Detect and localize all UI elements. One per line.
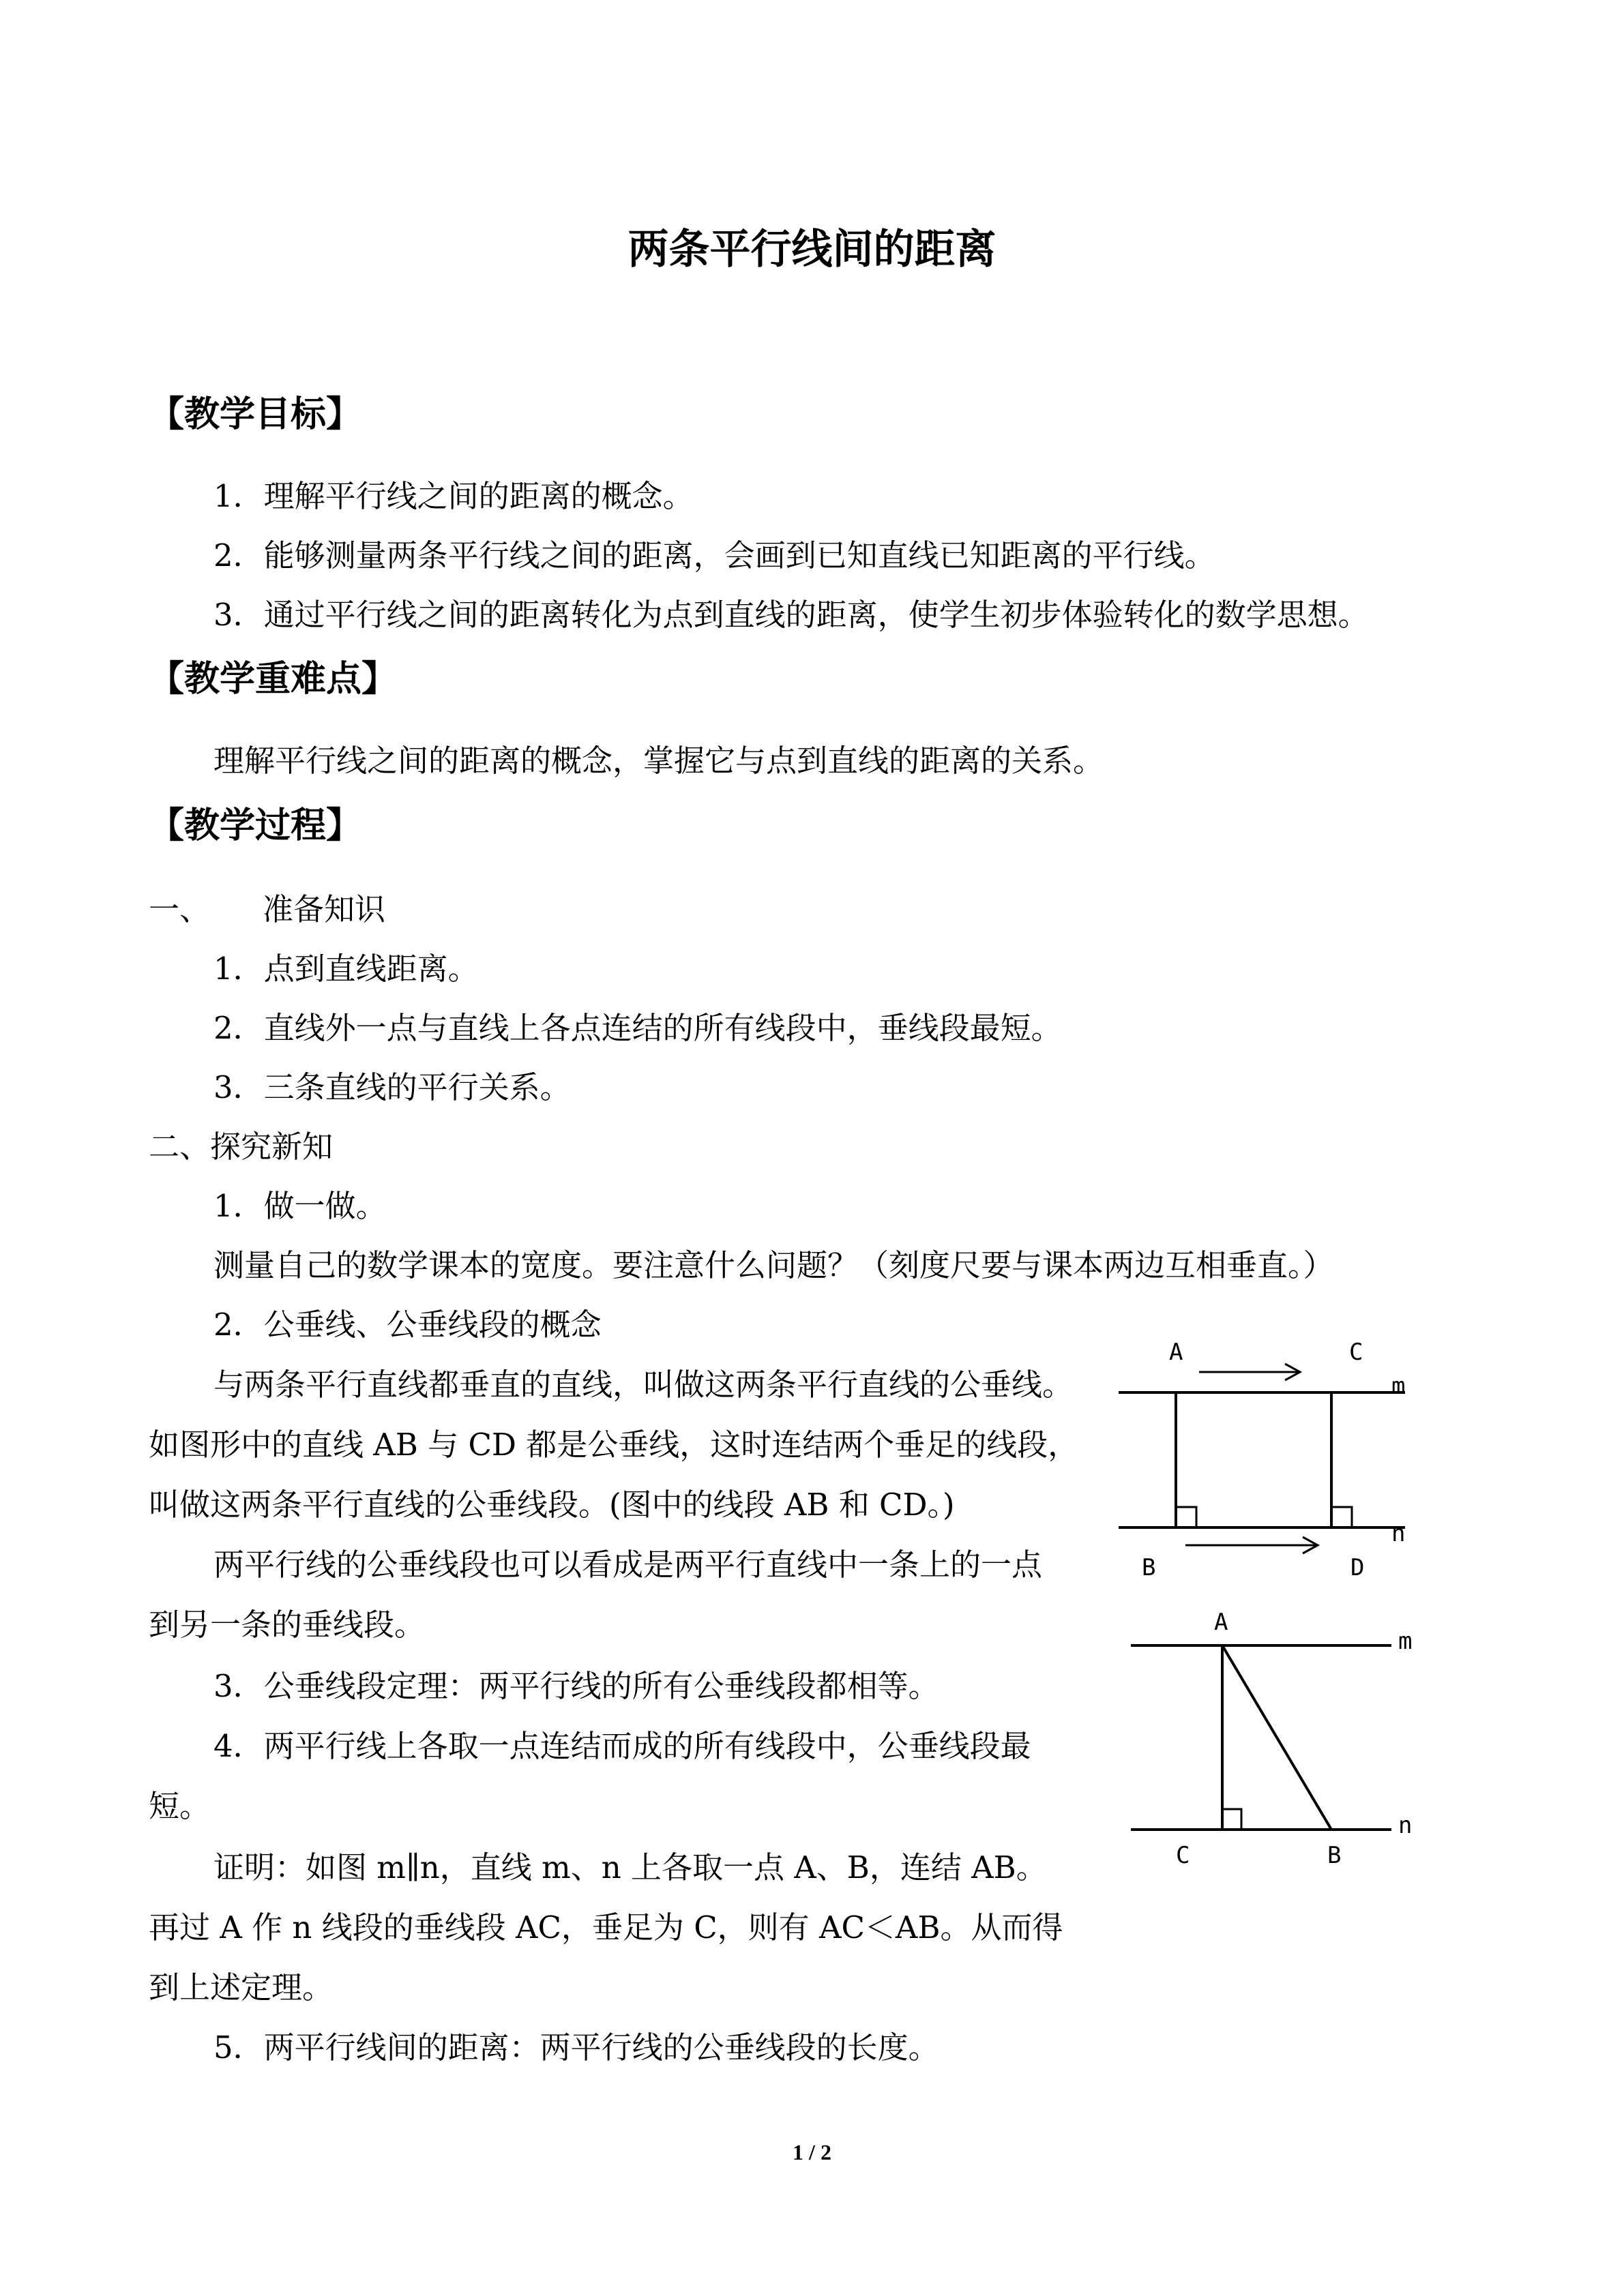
part2-item5: 5．两平行线间的距离：两平行线的公垂线段的长度。 [213,2029,939,2066]
page-title: 两条平行线间的距离 [628,226,996,273]
label-c: C [1349,1339,1363,1366]
para1-line: 如图形中的直线 AB 与 CD 都是公垂线，这时连结两个垂足的线段， [149,1427,1079,1463]
part1-item: 3．三条直线的平行关系。 [213,1069,571,1105]
part2-item4: 4．两平行线上各取一点连结而成的所有线段中，公垂线段最 [213,1728,1031,1764]
para2-line: 两平行线的公垂线段也可以看成是两平行直线中一条上的一点 [213,1547,1043,1583]
page-number: 1 / 2 [793,2140,831,2164]
goals-heading: 【教学目标】 [149,394,362,435]
proof-line: 再过 A 作 n 线段的垂线段 AC，垂足为 C，则有 AC＜AB。从而得 [149,1909,1063,1945]
label-d: D [1350,1554,1365,1581]
right-angle-mark [1176,1507,1196,1527]
label-a: A [1214,1609,1228,1636]
label-m: m [1391,1373,1406,1400]
part2-title: 二、探究新知 [149,1129,334,1165]
proof-line: 证明：如图 m∥n，直线 m、n 上各取一点 A、B，连结 AB。 [213,1849,1047,1885]
right-angle-mark [1331,1507,1352,1527]
label-b: B [1327,1842,1342,1869]
goal-item: 1．理解平行线之间的距离的概念。 [213,478,694,514]
part2-item1: 1．做一做。 [213,1188,387,1224]
part2-item1-text: 测量自己的数学课本的宽度。要注意什么问题？（刻度尺要与课本两边互相垂直。） [213,1247,1334,1283]
part1-item: 1．点到直线距离。 [213,951,479,987]
label-n: n [1391,1520,1406,1547]
key-points-heading: 【教学重难点】 [149,659,398,700]
goal-item: 3．通过平行线之间的距离转化为点到直线的距离，使学生初步体验转化的数学思想。 [213,597,1369,633]
part2-item3: 3．公垂线段定理：两平行线的所有公垂线段都相等。 [213,1668,939,1704]
figure-common-perpendiculars [1119,1337,1446,1582]
part1-item: 2．直线外一点与直线上各点连结的所有线段中，垂线段最短。 [213,1010,1062,1046]
para1-line: 与两条平行直线都垂直的直线，叫做这两条平行直线的公垂线。 [213,1367,1074,1403]
goal-item: 2．能够测量两条平行线之间的距离，会画到已知直线已知距离的平行线。 [213,537,1215,573]
part2-item4: 短。 [149,1788,211,1824]
para2-line: 到另一条的垂线段。 [149,1607,426,1643]
part1-label: 一、 [149,891,211,927]
para1-line: 叫做这两条平行直线的公垂线段。(图中的线段 AB 和 CD。) [149,1487,955,1523]
label-b: B [1142,1554,1156,1581]
figure-shortest-segment [1119,1602,1446,1882]
label-c: C [1176,1842,1190,1869]
proof-line: 到上述定理。 [149,1969,334,2006]
process-heading: 【教学过程】 [149,805,362,846]
part1-title: 准备知识 [263,891,386,927]
label-n: n [1398,1812,1413,1839]
label-a: A [1169,1339,1183,1366]
key-points-text: 理解平行线之间的距离的概念，掌握它与点到直线的距离的关系。 [213,743,1104,779]
right-angle-mark [1222,1809,1241,1830]
label-m: m [1398,1628,1413,1655]
part2-item2: 2．公垂线、公垂线段的概念 [213,1307,602,1343]
segment-ab [1222,1645,1331,1830]
